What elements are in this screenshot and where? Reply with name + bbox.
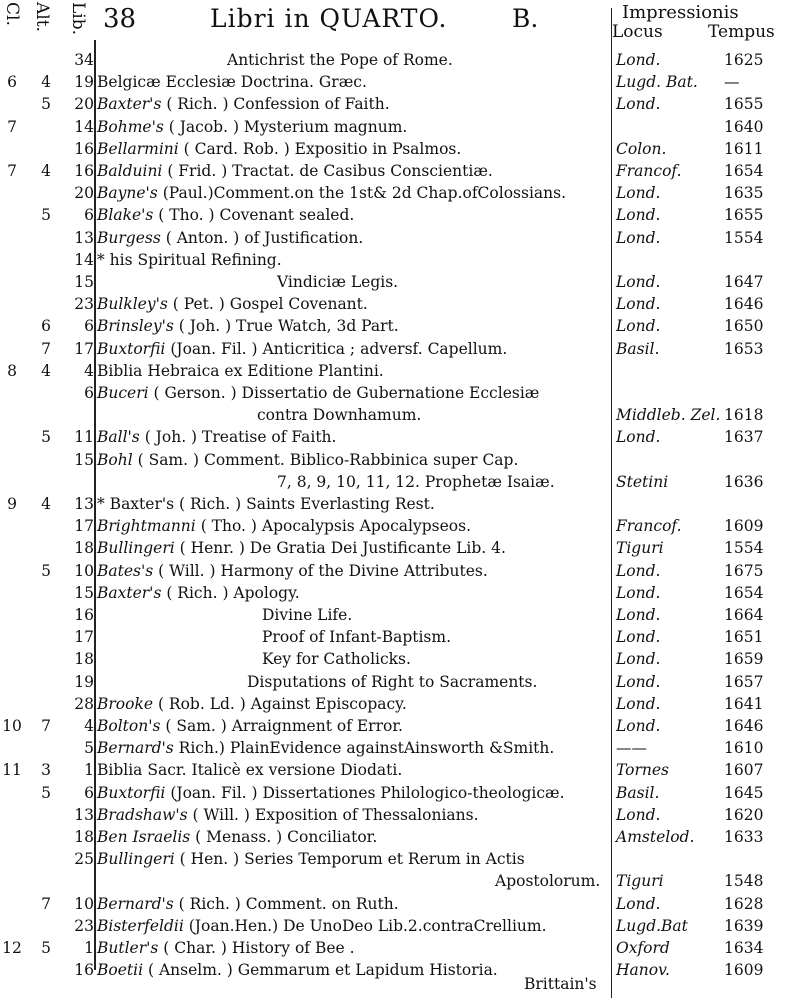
liber-number: 10: [74, 561, 94, 580]
year-of-printing: 1609: [724, 961, 764, 980]
catalogue-row: [0, 472, 786, 493]
catalogue-row: [0, 916, 786, 937]
author-name: Bernard's: [97, 739, 174, 758]
classis-number: 6: [7, 73, 17, 92]
entry-text: [97, 916, 547, 937]
liber-number: 1: [84, 939, 94, 957]
author-name: Butler's: [97, 939, 159, 957]
entry-text: [97, 139, 461, 160]
catalogue-row: [0, 250, 786, 271]
section-letter: B.: [512, 4, 539, 33]
vertical-heading-alt: Alt.: [32, 2, 52, 32]
liber-number: 13: [74, 228, 94, 247]
year-of-printing: 1633: [724, 828, 764, 846]
year-of-printing: 1554: [724, 228, 764, 247]
author-name: Bohme's: [97, 117, 164, 136]
place-of-printing: Lond.: [616, 51, 661, 69]
vertical-heading-cl: Cl.: [2, 2, 22, 26]
year-of-printing: 1634: [724, 939, 764, 957]
altitudo-number: 5: [41, 939, 51, 957]
catalogue-row: [0, 871, 786, 892]
author-name: Ben Israelis: [97, 828, 191, 846]
place-of-printing: Amstelod.: [616, 828, 695, 846]
author-name: Bisterfeldii: [97, 916, 184, 935]
author-name: Bayne's: [97, 184, 158, 203]
year-of-printing: 1655: [724, 206, 764, 225]
catalogue-row: [0, 272, 786, 293]
entry-text: [97, 228, 363, 249]
catalogue-row: [0, 94, 786, 115]
page-number: 38: [103, 4, 137, 34]
year-of-printing: 1650: [724, 317, 764, 336]
place-of-printing: Lond.: [616, 672, 661, 691]
entry-text: [97, 183, 566, 204]
tempus-heading: Tempus: [708, 22, 775, 42]
liber-number: 16: [74, 139, 94, 158]
entry-text: [97, 760, 402, 781]
author-name: Baxter's: [97, 95, 162, 114]
place-of-printing: Lond.: [616, 628, 661, 647]
year-of-printing: 1628: [724, 894, 764, 913]
title-text: ( Will. ) Exposition of Thessalonians.: [187, 805, 479, 824]
entry-text: [97, 827, 377, 848]
year-of-printing: 1637: [724, 428, 764, 447]
title-text: Apostolorum.: [495, 872, 601, 891]
entry-text: [97, 427, 336, 448]
entry-text: [97, 383, 539, 404]
entry-text: [97, 339, 507, 360]
liber-number: 10: [74, 894, 94, 913]
impressionis-heading: Impressionis: [622, 2, 739, 23]
year-of-printing: 1640: [724, 117, 764, 136]
catalogue-row: [0, 228, 786, 249]
title-text: ( Card. Rob. ) Expositio in Psalmos.: [178, 139, 462, 158]
title-text: ( Joh. ) Treatise of Faith.: [139, 428, 337, 447]
place-of-printing: ——: [616, 739, 647, 758]
place-of-printing: Colon.: [616, 139, 667, 158]
title-text: Antichrist the Pope of Rome.: [227, 51, 453, 69]
title-text: ( Rob. Ld. ) Against Episcopacy.: [153, 694, 407, 713]
entry-text: [97, 849, 525, 870]
page-title: Libri in QUARTO.: [210, 4, 448, 33]
year-of-printing: 1651: [724, 628, 764, 647]
author-name: Buceri: [97, 384, 149, 402]
place-of-printing: Oxford: [616, 939, 670, 957]
place-of-printing: Francof.: [616, 517, 682, 536]
altitudo-number: 5: [41, 206, 51, 225]
year-of-printing: 1655: [724, 95, 764, 114]
title-text: ( Rich. ) Apology.: [161, 583, 300, 602]
year-of-printing: 1646: [724, 717, 764, 735]
place-of-printing: Hanov.: [616, 961, 670, 980]
title-text: Proof of Infant-Baptism.: [262, 628, 452, 647]
catalogue-row: [0, 361, 786, 382]
year-of-printing: 1554: [724, 539, 764, 558]
year-of-printing: —: [724, 73, 740, 92]
title-text: (Joan.Hen.) De UnoDeo Lib.2.contraCrellium.: [183, 916, 547, 935]
liber-number: 14: [74, 117, 94, 136]
entry-text: [97, 450, 518, 471]
place-of-printing: Lond.: [616, 583, 661, 602]
title-text: (Joan. Fil. ) Dissertationes Philologico-theologicæ.: [165, 783, 565, 802]
title-text: * Baxter's ( Rich. ) Saints Everlasting Rest.: [97, 495, 435, 513]
liber-number: 28: [74, 694, 94, 713]
catalogue-row: [0, 938, 786, 959]
title-text: ( Will. ) Harmony of the Divine Attributes.: [153, 561, 488, 580]
catalogue-row: [0, 649, 786, 670]
year-of-printing: 1654: [724, 583, 764, 602]
entry-text: [262, 627, 451, 648]
place-of-printing: Lond.: [616, 295, 661, 314]
author-name: Bolton's: [97, 717, 161, 735]
liber-number: 20: [74, 184, 94, 203]
author-name: Brooke: [97, 694, 154, 713]
catalogue-row: [0, 316, 786, 337]
year-of-printing: 1611: [724, 139, 764, 158]
place-of-printing: Lond.: [616, 273, 661, 291]
year-of-printing: 1645: [724, 783, 764, 802]
year-of-printing: 1618: [724, 406, 764, 425]
place-of-printing: Lond.: [616, 428, 661, 447]
author-name: Balduini: [97, 162, 163, 180]
liber-number: 16: [74, 606, 94, 624]
catalogue-row: [0, 494, 786, 515]
catalogue-row: [0, 405, 786, 426]
entry-text: [277, 272, 398, 293]
liber-number: 4: [84, 361, 94, 380]
catalogue-row: [0, 383, 786, 404]
title-text: Disputations of Right to Sacraments.: [247, 672, 538, 691]
liber-number: 18: [74, 539, 94, 558]
entry-text: [97, 561, 488, 582]
altitudo-number: 5: [41, 95, 51, 114]
classis-number: 9: [7, 495, 17, 513]
entry-text: [227, 50, 453, 71]
classis-number: 7: [7, 162, 17, 180]
liber-number: 15: [74, 450, 94, 469]
title-text: Belgicæ Ecclesiæ Doctrina. Græc.: [97, 73, 367, 92]
entry-text: [97, 694, 407, 715]
author-name: Bernard's: [97, 894, 174, 913]
place-of-printing: Lugd. Bat.: [616, 73, 698, 92]
author-name: Bullingeri: [97, 539, 175, 558]
catalogue-row: [0, 694, 786, 715]
title-text: ( Sam. ) Arraignment of Error.: [160, 717, 403, 735]
entry-text: [97, 161, 493, 182]
title-text: contra Downhamum.: [257, 406, 422, 425]
liber-number: 4: [84, 717, 94, 735]
catalogue-row: [0, 339, 786, 360]
altitudo-number: 3: [41, 761, 51, 780]
catalogue-row: [0, 716, 786, 737]
catalogue-row: [0, 50, 786, 71]
catalogue-row: [0, 538, 786, 559]
title-text: 7, 8, 9, 10, 11, 12. Prophetæ Isaiæ.: [277, 472, 555, 491]
liber-number: 18: [74, 650, 94, 669]
catalogue-row: [0, 738, 786, 759]
classis-number: 7: [7, 117, 17, 136]
entry-text: [97, 783, 565, 804]
catalogue-row: [0, 849, 786, 870]
altitudo-number: 5: [41, 428, 51, 447]
liber-number: 20: [74, 95, 94, 114]
title-text: ( Henr. ) De Gratia Dei Justificante Lib. 4.: [174, 539, 506, 558]
liber-number: 18: [74, 828, 94, 846]
author-name: Blake's: [97, 206, 154, 225]
title-text: ( Frid. ) Tractat. de Casibus Conscientiæ.: [162, 162, 493, 180]
catalogue-row: [0, 183, 786, 204]
year-of-printing: 1653: [724, 339, 764, 358]
liber-number: 14: [74, 250, 94, 269]
catalogue-row: [0, 827, 786, 848]
title-text: Biblia Sacr. Italicè ex versione Diodati.: [97, 761, 403, 780]
title-text: ( Rich. ) Confession of Faith.: [161, 95, 390, 114]
liber-number: 6: [84, 783, 94, 802]
altitudo-number: 5: [41, 561, 51, 580]
title-text: ( Char. ) History of Bee .: [158, 939, 355, 957]
author-name: Bohl: [97, 450, 133, 469]
altitudo-number: 4: [41, 73, 51, 92]
year-of-printing: 1659: [724, 650, 764, 669]
year-of-printing: 1625: [724, 51, 764, 69]
catalogue-row: [0, 805, 786, 826]
place-of-printing: Middleb. Zel.: [616, 406, 721, 425]
entry-text: [97, 738, 554, 759]
liber-number: 17: [74, 339, 94, 358]
locus-heading: Locus: [612, 22, 663, 42]
classis-number: 11: [2, 761, 22, 780]
year-of-printing: 1636: [724, 472, 764, 491]
title-text: Key for Catholicks.: [262, 650, 411, 669]
entry-text: [97, 716, 403, 737]
author-name: Buxtorfii: [97, 783, 166, 802]
catalogue-row: [0, 672, 786, 693]
place-of-printing: Lond.: [616, 317, 661, 336]
title-text: ( Rich. ) Comment. on Ruth.: [173, 894, 399, 913]
entry-text: [97, 94, 390, 115]
entry-text: [97, 250, 282, 271]
entry-text: [262, 649, 411, 670]
title-text: ( Menass. ) Conciliator.: [190, 828, 378, 846]
author-name: Boetii: [97, 961, 144, 980]
altitudo-number: 7: [41, 894, 51, 913]
altitudo-number: 4: [41, 495, 51, 513]
year-of-printing: 1647: [724, 273, 764, 291]
entry-text: [97, 316, 399, 337]
title-text: ( Gerson. ) Dissertatio de Gubernatione Ecclesiæ: [148, 384, 540, 402]
liber-number: 6: [84, 317, 94, 336]
entry-text: [97, 361, 384, 382]
liber-number: 17: [74, 628, 94, 647]
title-text: ( Sam. ) Comment. Biblico-Rabbinica super Cap.: [132, 450, 519, 469]
entry-text: [262, 605, 352, 626]
title-text: ( Anton. ) of Justification.: [160, 228, 364, 247]
title-text: ( Tho. ) Apocalypsis Apocalypseos.: [195, 517, 472, 536]
entry-text: [97, 205, 354, 226]
place-of-printing: Lond.: [616, 650, 661, 669]
year-of-printing: 1641: [724, 694, 764, 713]
title-text: Biblia Hebraica ex Editione Plantini.: [97, 361, 384, 380]
liber-number: 16: [74, 961, 94, 980]
liber-number: 15: [74, 273, 94, 291]
place-of-printing: Lond.: [616, 606, 661, 624]
place-of-printing: Basil.: [616, 339, 660, 358]
liber-number: 6: [84, 384, 94, 402]
entry-text: [247, 672, 537, 693]
title-text: (Paul.)Comment.on the 1st& 2d Chap.ofColossians.: [157, 184, 567, 203]
catalogue-row: [0, 117, 786, 138]
liber-number: 11: [74, 428, 94, 447]
catalogue-row: [0, 139, 786, 160]
altitudo-number: 4: [41, 162, 51, 180]
entry-text: [97, 72, 367, 93]
altitudo-number: 6: [41, 317, 51, 336]
title-text: * his Spiritual Refining.: [97, 250, 282, 269]
entry-text: [495, 871, 600, 892]
place-of-printing: Lond.: [616, 694, 661, 713]
catalogue-row: [0, 161, 786, 182]
entry-text: [257, 405, 421, 426]
catalogue-row: [0, 894, 786, 915]
entry-text: [97, 583, 300, 604]
altitudo-number: 7: [41, 339, 51, 358]
liber-number: 23: [74, 295, 94, 314]
catalogue-row: [0, 583, 786, 604]
altitudo-number: 5: [41, 783, 51, 802]
liber-number: 15: [74, 583, 94, 602]
place-of-printing: Stetini: [616, 472, 669, 491]
place-of-printing: Basil.: [616, 783, 660, 802]
liber-number: 13: [74, 495, 94, 513]
catalogue-row: [0, 294, 786, 315]
classis-number: 12: [2, 939, 22, 957]
liber-number: 17: [74, 517, 94, 536]
place-of-printing: Lond.: [616, 717, 661, 735]
liber-number: 13: [74, 805, 94, 824]
catalogue-row: [0, 960, 786, 981]
altitudo-number: 4: [41, 361, 51, 380]
author-name: Buxtorfii: [97, 339, 166, 358]
catalogue-row: [0, 783, 786, 804]
catalogue-row: [0, 627, 786, 648]
author-name: Bradshaw's: [97, 805, 188, 824]
year-of-printing: 1664: [724, 606, 764, 624]
place-of-printing: Tiguri: [616, 872, 664, 891]
entry-text: [97, 538, 506, 559]
author-name: Bellarmini: [97, 139, 179, 158]
title-text: ( Pet. ) Gospel Covenant.: [167, 295, 368, 314]
liber-number: 1: [84, 761, 94, 780]
place-of-printing: Lugd.Bat: [616, 916, 688, 935]
entry-text: [97, 516, 471, 537]
entry-text: [97, 894, 399, 915]
liber-number: 19: [74, 672, 94, 691]
liber-number: 6: [84, 206, 94, 225]
place-of-printing: Lond.: [616, 805, 661, 824]
title-text: ( Joh. ) True Watch, 3d Part.: [173, 317, 399, 336]
author-name: Baxter's: [97, 583, 162, 602]
catalogue-row: [0, 427, 786, 448]
author-name: Brinsley's: [97, 317, 174, 336]
place-of-printing: Lond.: [616, 561, 661, 580]
entry-text: [97, 805, 479, 826]
place-of-printing: Lond.: [616, 894, 661, 913]
entry-text: [97, 938, 355, 959]
liber-number: 19: [74, 73, 94, 92]
year-of-printing: 1620: [724, 805, 764, 824]
classis-number: 10: [2, 717, 22, 735]
author-name: Brightmanni: [97, 517, 196, 536]
place-of-printing: Lond.: [616, 228, 661, 247]
year-of-printing: 1654: [724, 162, 764, 180]
altitudo-number: 7: [41, 717, 51, 735]
liber-number: 23: [74, 916, 94, 935]
year-of-printing: 1609: [724, 517, 764, 536]
catalogue-row: [0, 561, 786, 582]
place-of-printing: Lond.: [616, 184, 661, 203]
place-of-printing: Tornes: [616, 761, 669, 780]
title-text: ( Jacob. ) Mysterium magnum.: [163, 117, 408, 136]
entry-text: [277, 472, 555, 493]
catalogue-row: [0, 605, 786, 626]
catalogue-row: [0, 205, 786, 226]
liber-number: 34: [74, 51, 94, 69]
place-of-printing: Tiguri: [616, 539, 664, 558]
year-of-printing: 1607: [724, 761, 764, 780]
author-name: Bulkley's: [97, 295, 168, 314]
title-text: (Joan. Fil. ) Anticritica ; adversf. Capellum.: [165, 339, 508, 358]
liber-number: 25: [74, 850, 94, 869]
title-text: ( Hen. ) Series Temporum et Rerum in Actis: [174, 850, 525, 869]
title-text: Divine Life.: [262, 606, 353, 624]
place-of-printing: Lond.: [616, 95, 661, 114]
catalogue-row: [0, 72, 786, 93]
catchword: Brittain's: [524, 975, 597, 993]
author-name: Ball's: [97, 428, 140, 447]
title-text: Vindiciæ Legis.: [277, 273, 399, 291]
catalogue-row: [0, 760, 786, 781]
title-text: Rich.) PlainEvidence againstAinsworth &Smith.: [173, 739, 555, 758]
place-of-printing: Lond.: [616, 206, 661, 225]
year-of-printing: 1657: [724, 672, 764, 691]
year-of-printing: 1548: [724, 872, 764, 891]
entry-text: [97, 294, 368, 315]
entry-text: [97, 960, 498, 981]
entry-text: [97, 117, 407, 138]
year-of-printing: 1646: [724, 295, 764, 314]
title-text: ( Anselm. ) Gemmarum et Lapidum Historia.: [143, 961, 498, 980]
catalogue-row: [0, 450, 786, 471]
entry-text: [97, 494, 435, 515]
place-of-printing: Francof.: [616, 162, 682, 180]
catalogue-row: [0, 516, 786, 537]
year-of-printing: 1675: [724, 561, 764, 580]
year-of-printing: 1635: [724, 184, 764, 203]
vertical-heading-lib: Lib.: [68, 2, 88, 36]
author-name: Bullingeri: [97, 850, 175, 869]
author-name: Burgess: [97, 228, 161, 247]
author-name: Bates's: [97, 561, 154, 580]
liber-number: 16: [74, 162, 94, 180]
classis-number: 8: [7, 361, 17, 380]
title-text: ( Tho. ) Covenant sealed.: [153, 206, 355, 225]
liber-number: 5: [84, 739, 94, 758]
year-of-printing: 1610: [724, 739, 764, 758]
year-of-printing: 1639: [724, 916, 764, 935]
